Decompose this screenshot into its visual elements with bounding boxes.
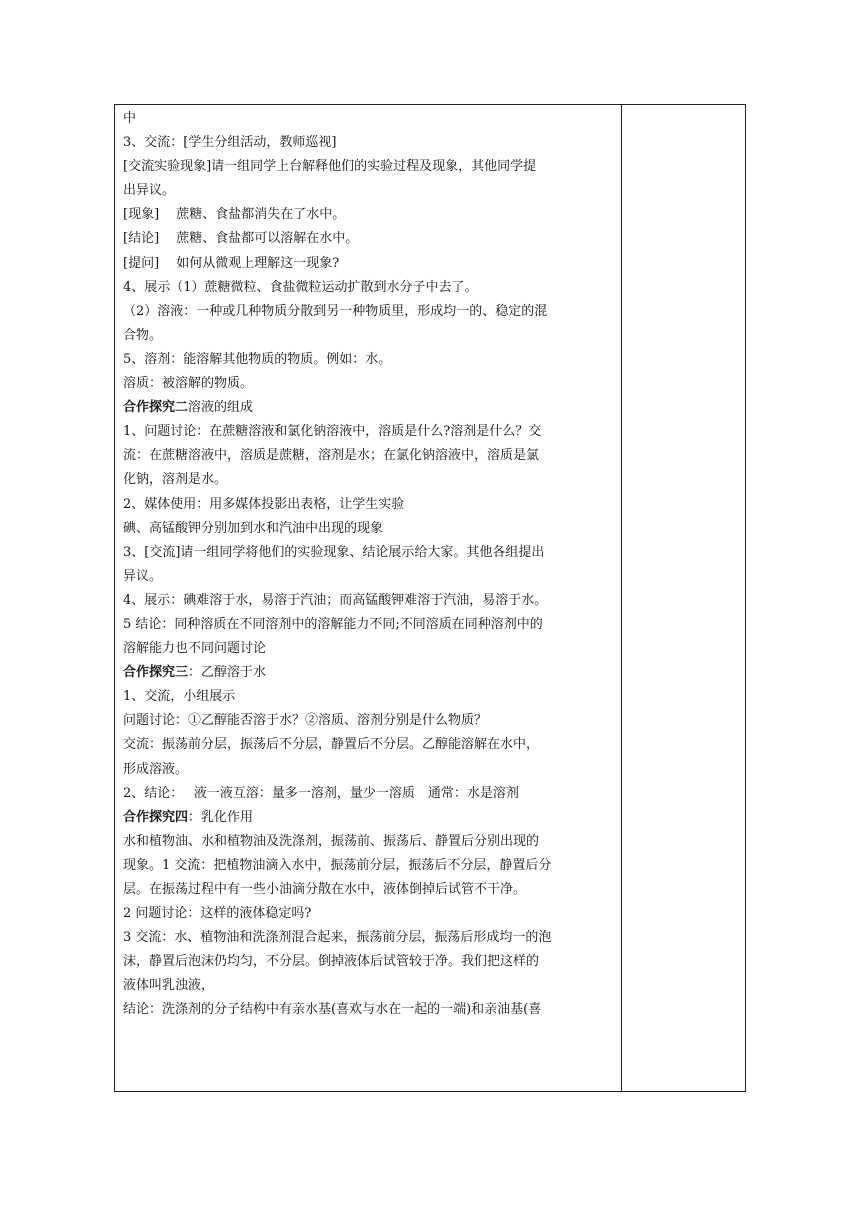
line-text: 结论：洗涤剂的分子结构中有亲水基(喜欢与水在一起的一端)和亲油基(喜 [123,1002,542,1018]
text-line [123,782,615,806]
text-line [123,758,615,782]
text-line [123,131,615,155]
section-heading: 合作探究二 [123,400,189,416]
line-text: 2、结论： 液一液互溶：量多一溶剂，量少一溶质 通常：水是溶剂 [123,785,519,801]
text-line [123,276,615,300]
text-line [123,107,615,131]
line-text: [结论] 蔗糖、食盐都可以溶解在水中。 [123,231,359,247]
text-line [123,974,615,998]
line-text: 2 问题讨论：这样的液体稳定吗? [123,906,312,922]
line-text: 问题讨论：①乙醇能否溶于水？②溶质、溶剂分别是什么物质？ [123,713,488,729]
line-text: 2、媒体使用：用多媒体投影出表格，让学生实验 [123,496,405,512]
line-text: 交流：振荡前分层，振荡后不分层，静置后不分层。乙醇能溶解在水中， [123,737,540,753]
lesson-content-cell [123,107,615,1023]
text-line [123,324,615,348]
line-text: 3 交流：水、植物油和洗涤剂混合起来，振荡前分层，振荡后形成均一的泡 [123,930,552,946]
line-text: 沫，静置后泡沫仍均匀，不分层。倒掉液体后试管较于净。我们把这样的 [123,954,540,970]
line-text: 中 [123,111,137,126]
line-text: 形成溶液。 [123,761,189,777]
line-text: 溶解能力也不同问题讨论 [123,641,267,657]
text-line [123,926,615,950]
line-text: 化钠，溶剂是水。 [123,472,228,488]
text-line [123,950,615,974]
line-text: 现象。1 交流：把植物油滴入水中，振荡前分层，振荡后不分层，静置后分 [123,857,552,873]
text-line [123,613,615,637]
line-text: 3、[交流]请一组同学将他们的实验现象、结论展示给大家。其他各组提出 [123,544,545,560]
text-line [123,854,615,878]
text-line [123,709,615,733]
line-text: 5 结论：同种溶质在不同溶剂中的溶解能力不同;不同溶质在同种溶剂中的 [123,616,543,632]
line-text: ：乙醇溶于水 [188,665,267,681]
line-text: 合物。 [123,327,163,343]
line-text: ：乳化作用 [188,809,254,825]
text-line [123,372,615,396]
line-text: [现象] 蔗糖、食盐都消失在了水中。 [123,207,346,223]
text-line [123,420,615,444]
line-text: [交流实验现象]请一组同学上台解释他们的实验过程及现象，其他同学提 [123,159,537,175]
line-text: [提问] 如何从微观上理解这一现象? [123,255,340,271]
text-line [123,348,615,372]
section-heading: 合作探究三 [123,665,189,681]
line-text: 层。在振荡过程中有一些小油滴分散在水中，液体倒掉后试管不干净。 [123,882,527,897]
lesson-table [114,104,746,1092]
text-line [123,203,615,227]
text-line [123,541,615,565]
line-text: 溶液的组成 [188,400,254,416]
text-line [123,589,615,613]
text-line [123,733,615,757]
line-text: 溶质：被溶解的物质。 [123,376,254,392]
line-text: 水和植物油、水和植物油及洗涤剂，振荡前、振荡后、静置后分别出现的 [123,833,540,849]
text-line [123,252,615,276]
text-line [123,493,615,517]
line-text: 3、交流：[学生分组活动，教师巡视] [123,135,337,151]
line-text: 4、展示（1）蔗糖微粒、食盐微粒运动扩散到水分子中去了。 [123,279,478,295]
text-line [123,444,615,468]
line-text: 流：在蔗糖溶液中，溶质是蔗糖，溶剂是水；在氯化钠溶液中，溶质是氯 [123,448,540,464]
line-text: 出异议。 [123,183,176,199]
text-line [123,565,615,589]
line-text: 液体叫乳浊液， [123,978,215,994]
text-line [123,685,615,709]
text-line [123,637,615,661]
text-line [123,806,615,830]
text-line [123,902,615,926]
line-text: 1、交流，小组展示 [123,689,236,705]
text-line [123,179,615,203]
text-line [123,396,615,420]
line-text: 异议。 [123,568,163,584]
line-text: 5、溶剂：能溶解其他物质的物质。例如：水。 [123,351,392,367]
text-line [123,468,615,492]
text-line [123,155,615,179]
line-text: 碘、高锰酸钾分别加到水和汽油中出现的现象 [123,520,384,536]
text-line [123,878,615,902]
section-heading: 合作探究四 [123,809,189,825]
notes-cell [622,105,745,1091]
line-text: 4、展示：碘难溶于水，易溶于汽油；而高锰酸钾难溶于汽油，易溶于水。 [123,592,548,608]
text-line [123,830,615,854]
text-line [123,998,615,1022]
text-line [123,300,615,324]
text-line [123,517,615,541]
line-text: （2）溶液：一种或几种物质分散到另一种物质里，形成均一的、稳定的混 [123,303,548,319]
text-line [123,661,615,685]
text-line [123,227,615,251]
line-text: 1、问题讨论：在蔗糖溶液和氯化钠溶液中，溶质是什么?溶剂是什么？交 [123,424,542,440]
